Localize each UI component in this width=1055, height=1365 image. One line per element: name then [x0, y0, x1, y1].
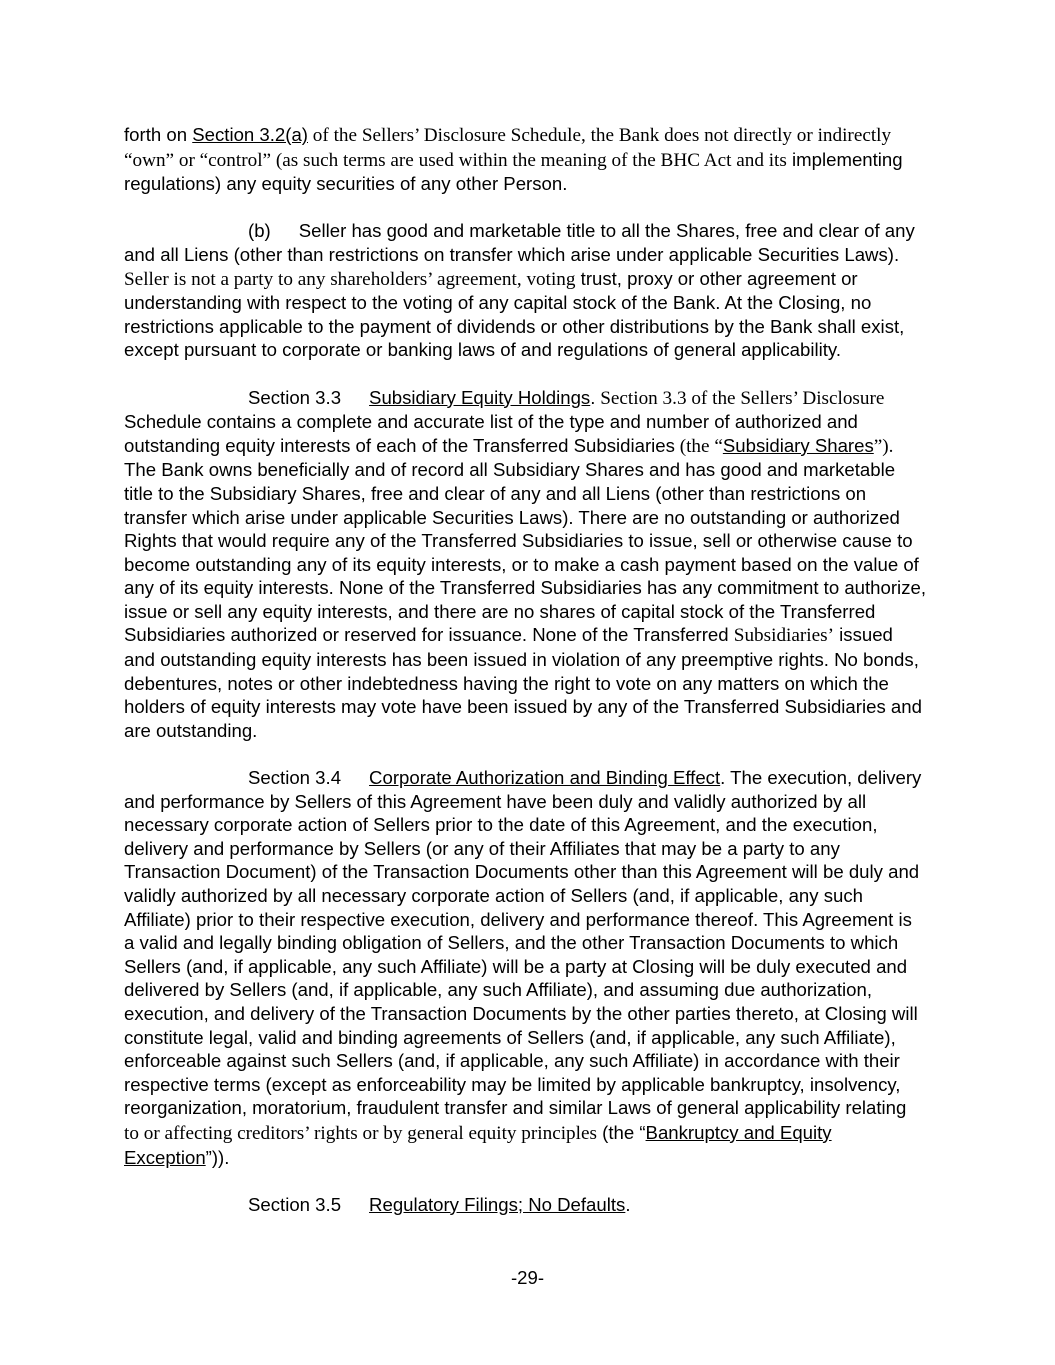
- p4-text-a: . The execution, delivery and performance by Sellers of this Agreement have been duly and validly authorized by all necessary corporate action of Sellers prior to the date of this Agreement, and the execution, delivery and performance by Sellers (or any of their Affiliates that may be a party to any Transaction Document) of the Transaction Documents other than this Agreement will be duly and validly authorized by all necessary corporate action of Sellers (and, if applicable, any such Affiliate) prior to their respective execution, delivery and performance thereof. This Agreement is a valid and legally binding obligation of Sellers, and the other Transaction Documents to which Sellers (and, if applicable, any such Affiliate) will be a party at Closing will be duly executed and delivered by Sellers (and, if applicable, any such Affiliate), and assuming due authorization, execution, and delivery of the Transaction Documents by the other parties thereto, at Closing will constitute legal, valid and binding agreements of Sellers (and, if applicable, any such Affiliate), enforceable against such Sellers (and, if applicable, any such Affiliate) in accordance with their respective terms (except as enforceability may be limited by applicable bankruptcy, insolvency, reorganization, moratorium, fraudulent transfer and similar Laws of general applicability relating: [124, 767, 922, 1119]
- section-number-3-3: Section 3.3: [248, 386, 342, 408]
- section-heading-subsidiary-equity-holdings: Subsidiary Equity Holdings: [369, 386, 591, 408]
- p1-text-a: forth on: [124, 124, 193, 145]
- paragraph-section-3-5: [124, 1193, 926, 1217]
- defined-term-bankruptcy-exception: Bankruptcy and Equity Exception: [124, 1121, 832, 1168]
- p1-text-b: of the Sellers’ Disclosure Schedule, the Bank does not directly or indirectly “own” or “control” (as such terms are used within the meaning of the BHC Act and its: [124, 125, 892, 171]
- paragraph-section-3-4: [124, 766, 926, 1169]
- p4-text-c: (the “: [596, 1121, 646, 1143]
- document-body: [124, 123, 926, 1240]
- p3-text-f: The Bank owns beneficially and of record all Subsidiary Shares and has good and marketable title to the Subsidiary Shares, free and clear of any and all Liens (other than restrictions on transfer which arise under applicable Securities Laws). There are no outstanding or authorized Rights that would require any of the Transferred Subsidiaries to issue, sell or otherwise cause to become outstanding any of its equity interests, or to make a cash payment based on the value of any of its equity interests. None of the Transferred Subsidiaries has any commitment to authorize, issue or sell any equity interests, and there are no shares of capital stock of the Transferred Subsidiaries authorized or reserved for issuance. None of the Transferred: [124, 459, 926, 646]
- p3-text-h: issued and outstanding equity interests has been issued in violation of any preemptive rights. No bonds, debentures, notes or other indebtedness having the right to vote on any matters on which the holders of equity interests may vote have been issued by any of the Transferred Subsidiaries and are outstanding.: [124, 624, 922, 741]
- p3-text-b: Section 3.3 of the Sellers’ Disclosure: [595, 387, 885, 409]
- paragraph-bank-ownership: [124, 123, 926, 196]
- p2-text-a: Seller has good and marketable title to all the Shares, free and clear of any and all Liens (other than restrictions on transfer which arise under applicable Securities Laws).: [124, 220, 915, 265]
- p4-text-d: ”)).: [205, 1146, 230, 1168]
- page-number: -29-: [510, 1267, 545, 1288]
- section-heading-corporate-authorization: Corporate Authorization and Binding Effect: [369, 767, 721, 789]
- p5-text-a: .: [625, 1193, 631, 1215]
- p3-text-e: ”).: [873, 435, 894, 457]
- defined-term-subsidiary-shares: Subsidiary Shares: [722, 434, 874, 456]
- clause-label-b: (b): [248, 220, 271, 242]
- p3-text-c: Schedule contains a complete and accurate list of the type and number of authorized and outstanding equity interests of each of the Transferred Subsidiaries: [124, 411, 858, 456]
- p3-text-a: .: [590, 386, 596, 408]
- p2-text-c: trust, proxy or other agreement or understanding with respect to the voting of any capital stock of the Bank. At the Closing, no restrictions applicable to the payment of dividends or other distributions by the Bank shall exist, except pursuant to corporate or banking laws of and regulations of general applicability.: [124, 267, 905, 361]
- p2-text-b: Seller is not a party to any shareholders’ agreement, voting: [124, 268, 576, 290]
- paragraph-section-3-3: [124, 386, 926, 743]
- p3-text-d: (the “: [674, 435, 723, 457]
- p1-text-c: implementing regulations) any equity securities of any other Person.: [124, 148, 903, 195]
- section-reference-3-2a: Section 3.2(a): [192, 124, 308, 145]
- p3-text-g: Subsidiaries’: [733, 625, 834, 647]
- section-number-3-4: Section 3.4: [248, 767, 342, 789]
- p4-text-b: to or affecting creditors’ rights or by general equity principles: [124, 1122, 597, 1144]
- section-heading-regulatory-filings: Regulatory Filings; No Defaults: [369, 1193, 626, 1215]
- section-number-3-5: Section 3.5: [248, 1193, 342, 1215]
- paragraph-3-2b: [124, 219, 926, 362]
